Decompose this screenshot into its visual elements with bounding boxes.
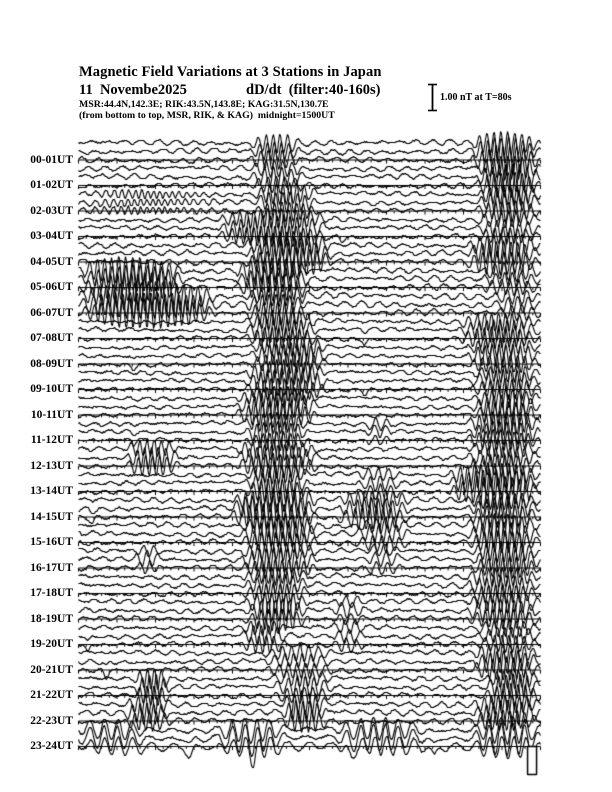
hour-label: 02-03UT — [30, 204, 73, 217]
hour-label: 07-08UT — [30, 332, 73, 344]
hour-label: 14-15UT — [30, 510, 73, 523]
amplitude-scale-bar-icon — [427, 83, 439, 117]
hour-label: 11-12UT — [30, 434, 73, 446]
hour-label: 15-16UT — [30, 536, 73, 548]
hour-label: 05-06UT — [30, 281, 73, 293]
hour-label: 03-04UT — [30, 230, 73, 242]
hour-label: 21-22UT — [30, 689, 73, 701]
page-title: Magnetic Field Variations at 3 Stations in Japan — [79, 64, 382, 80]
hour-label: 06-07UT — [30, 306, 73, 319]
hour-label: 10-11UT — [30, 408, 73, 421]
hour-label: 16-17UT — [30, 561, 73, 574]
quantity-filter-label: dD/dt (filter:40-160s) — [246, 82, 381, 98]
hour-label: 00-01UT — [30, 153, 73, 166]
hour-label: 09-10UT — [30, 383, 73, 395]
hour-label: 19-20UT — [30, 638, 73, 650]
hour-label: 08-09UT — [30, 357, 73, 370]
hour-label: 22-23UT — [30, 714, 73, 727]
date-label: 11 Novembe2025 — [79, 82, 187, 98]
hour-label: 01-02UT — [30, 179, 73, 191]
hour-label: 23-24UT — [30, 740, 73, 752]
stacking-order-note: (from bottom to top, MSR, RIK, & KAG) midnight=1500UT — [79, 110, 335, 121]
station-coordinates-label: MSR:44.4N,142.3E; RIK:43.5N,143.8E; KAG:31.5N,130.7E — [79, 99, 329, 110]
amplitude-scale-label: 1.00 nT at T=80s — [440, 92, 512, 103]
hour-label: 20-21UT — [30, 663, 73, 676]
hour-label: 17-18UT — [30, 587, 73, 599]
hour-label: 18-19UT — [30, 612, 73, 625]
hour-label: 12-13UT — [30, 459, 73, 472]
hour-label: 13-14UT — [30, 485, 73, 497]
hour-label: 04-05UT — [30, 255, 73, 268]
